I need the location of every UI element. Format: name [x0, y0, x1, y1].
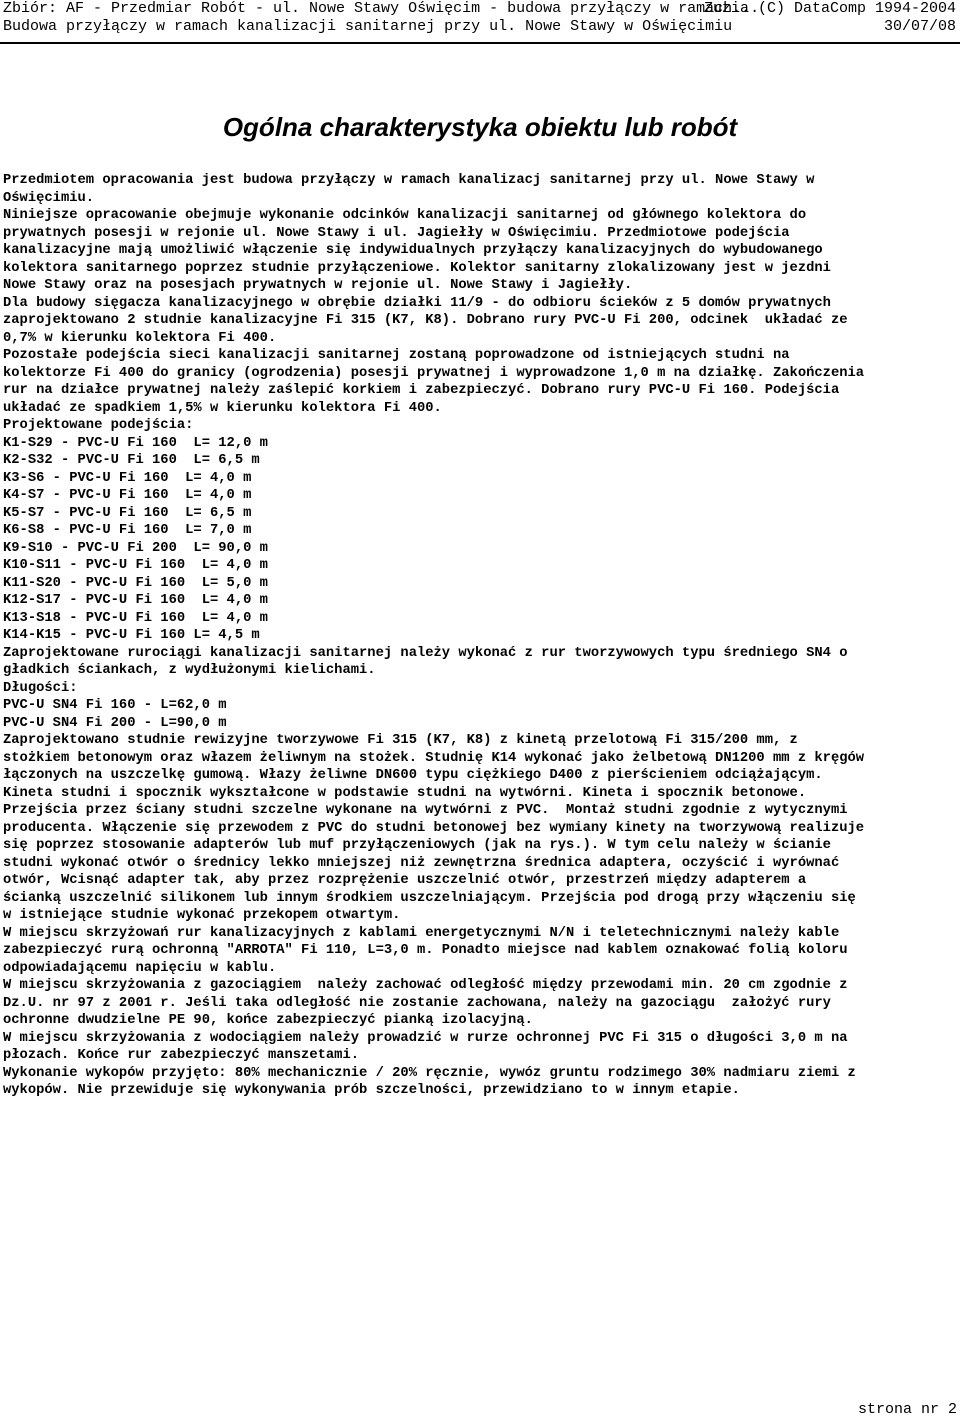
- body-line: w istniejące studnie wykonać przekopem otwartym.: [3, 908, 401, 923]
- body-line: studni wykonać otwór o średnicy lekko mniejszej niż zewnętrzna średnica adaptera, oczyścić i wyrównać: [3, 855, 840, 871]
- project-title: Budowa przyłączy w ramach kanalizacji sanitarnej przy ul. Nowe Stawy w Oświęcimiu: [3, 18, 733, 35]
- body-line: Projektowane podejścia:: [3, 418, 194, 433]
- software-copyright: Zuzia (C) DataComp 1994-2004: [703, 0, 956, 17]
- body-line: 0,7% w kierunku kolektora Fi 400.: [3, 330, 277, 346]
- body-line: K2-S32 - PVC-U Fi 160 L= 6,5 m: [3, 453, 260, 468]
- document-body: [3, 172, 955, 1100]
- body-line: wykopów. Nie przewiduje się wykonywania prób szczelności, przewidziano to w innym etapie.: [3, 1083, 740, 1098]
- body-line: kanalizacyjne mają umożliwić włączenie się indywidualnych przyłączy kanalizacyjnych do wybudowanego: [3, 243, 823, 258]
- report-date: 30/07/08: [883, 18, 956, 35]
- body-line: otwór, Wcisnąć adapter tak, aby przez rozprężenie uszczelnić otwór, przestrzeń między adapterem a: [3, 873, 807, 888]
- body-line: K9-S10 - PVC-U Fi 200 L= 90,0 m: [3, 540, 268, 556]
- body-line: stożkiem betonowym oraz włazem żeliwnym na stożek. Studnię K14 wykonać jako żelbetową DN1200 mm z kręgów: [3, 750, 865, 766]
- body-line: zaprojektowano 2 studnie kanalizacyjne Fi 315 (K7, K8). Dobrano rury PVC-U Fi 200, odcinek układać ze: [3, 313, 848, 328]
- body-line: K6-S8 - PVC-U Fi 160 L= 7,0 m: [3, 523, 252, 538]
- body-line: kolektorze Fi 400 do granicy (ogrodzenia) posesji prywatnej i wyprowadzone 1,0 m na działkę. Zakończenia: [3, 365, 865, 381]
- body-line: producenta. Włączenie się przewodem z PVC do studni betonowej bez wymiany kinety na tworzywową realizuje: [3, 820, 865, 836]
- body-line: Wykonanie wykopów przyjęto: 80% mechanicznie / 20% ręcznie, wywóz gruntu rodzimego 30% nadmiaru ziemi z: [3, 1065, 856, 1081]
- header-divider: [0, 42, 960, 44]
- body-line: Niniejsze opracowanie obejmuje wykonanie odcinków kanalizacji sanitarnej od głównego kolektora do: [3, 208, 807, 223]
- body-line: ścianką uszczelnić silikonem lub innym środkiem uszczelniającym. Przejścia pod drogą przy włączeniu się: [3, 890, 856, 906]
- body-line: prywatnych posesji w rejonie ul. Nowe Stawy i ul. Jagiełły w Oświęcimiu. Przedmiotowe podejścia: [3, 225, 790, 241]
- body-line: Zaprojektowano studnie rewizyjne tworzywowe Fi 315 (K7, K8) z kinetą przelotową Fi 315/200 mm, z: [3, 733, 798, 748]
- body-line: K1-S29 - PVC-U Fi 160 L= 12,0 m: [3, 435, 268, 451]
- body-line: gładkich ściankach, z wydłużonymi kielichami.: [3, 663, 376, 678]
- collection-title: Zbiór: AF - Przedmiar Robót - ul. Nowe Stawy Oświęcim - budowa przyłączy w ramach...: [3, 0, 760, 17]
- body-line: Kineta studni i spocznik wykształcone w podstawie studni na wytwórni. Kineta i spocznik betonowe.: [3, 785, 807, 801]
- body-line: K4-S7 - PVC-U Fi 160 L= 4,0 m: [3, 488, 252, 503]
- body-line: Długości:: [3, 680, 78, 696]
- body-line: Zaprojektowane rurociągi kanalizacji sanitarnej należy wykonać z rur tworzywowych typu średniego SN4 o: [3, 645, 848, 661]
- body-line: W miejscu skrzyżowania z wodociągiem należy prowadzić w rurze ochronnej PVC Fi 315 o długości 3,0 m na: [3, 1030, 848, 1046]
- page-title: Ogólna charakterystyka obiektu lub robót: [222, 112, 738, 142]
- body-line: Oświęcimiu.: [3, 190, 95, 206]
- body-line: Przedmiotem opracowania jest budowa przyłączy w ramach kanalizacj sanitarnej przy ul. Nowe Stawy w: [3, 173, 815, 188]
- body-line: K5-S7 - PVC-U Fi 160 L= 6,5 m: [3, 505, 252, 521]
- body-line: K10-S11 - PVC-U Fi 160 L= 4,0 m: [3, 558, 268, 573]
- page-number: 2: [947, 1401, 957, 1418]
- body-line: układać ze spadkiem 1,5% w kierunku kolektora Fi 400.: [3, 400, 442, 416]
- body-line: K12-S17 - PVC-U Fi 160 L= 4,0 m: [3, 593, 268, 608]
- body-line: PVC-U SN4 Fi 160 - L=62,0 m: [3, 698, 227, 713]
- body-line: K13-S18 - PVC-U Fi 160 L= 4,0 m: [3, 610, 268, 626]
- body-line: zabezpieczyć rurą ochronną "ARROTA" Fi 110, L=3,0 m. Ponadto miejsce nad kablem oznakować folią koloru: [3, 943, 848, 958]
- body-line: łączonych na uszczelkę gumową. Włazy żeliwne DN600 typu ciężkiego D400 z pierścieniem odciążającym.: [3, 768, 823, 783]
- body-line: płozach. Końce rur zabezpieczyć manszetami.: [3, 1048, 360, 1063]
- body-line: K14-K15 - PVC-U Fi 160 L= 4,5 m: [3, 628, 260, 643]
- body-line: Pozostałe podejścia sieci kanalizacji sanitarnej zostaną poprowadzone od istniejących studni na: [3, 348, 790, 363]
- body-line: kolektora sanitarnego poprzez studnie przyłączeniowe. Kolektor sanitarny zlokalizowany jest w jezdni: [3, 260, 831, 276]
- body-line: się poprzez stosowanie adapterów lub muf przyłączeniowych (jak na rys.). W tym celu należy w ścianie: [3, 838, 831, 853]
- body-line: Nowe Stawy oraz na posesjach prywatnych w rejonie ul. Nowe Stawy i Jagiełły.: [3, 278, 633, 293]
- body-line: Dla budowy sięgacza kanalizacyjnego w obrębie działki 11/9 - do odbioru ścieków z 5 domów prywatnych: [3, 295, 831, 311]
- body-line: Dz.U. nr 97 z 2001 r. Jeśli taka odległość nie zostanie zachowana, należy na gazociągu założyć rury: [3, 995, 831, 1011]
- body-line: odpowiadającemu napięciu w kablu.: [3, 960, 277, 976]
- body-line: K3-S6 - PVC-U Fi 160 L= 4,0 m: [3, 470, 252, 486]
- body-line: ochronne dwudzielne PE 90, końce zabezpieczyć pianką izolacyjną.: [3, 1013, 533, 1028]
- page-label: strona nr: [857, 1401, 939, 1418]
- body-line: W miejscu skrzyżowań rur kanalizacyjnych z kablami energetycznymi N/N i teletechnicznymi należy kable: [3, 925, 840, 941]
- body-line: rur na działce prywatnej należy zaślepić korkiem i zabezpieczyć. Dobrano rury PVC-U Fi 160. Podejścia: [3, 383, 840, 398]
- body-line: Przejścia przez ściany studni szczelne wykonane na wytwórni z PVC. Montaż studni zgodnie z wytycznymi: [3, 803, 848, 818]
- body-line: W miejscu skrzyżowania z gazociągiem należy zachować odległość między przewodami min. 20 cm zgodnie z: [3, 978, 848, 993]
- body-line: PVC-U SN4 Fi 200 - L=90,0 m: [3, 715, 227, 731]
- body-line: K11-S20 - PVC-U Fi 160 L= 5,0 m: [3, 575, 268, 591]
- page-footer: [858, 1402, 957, 1418]
